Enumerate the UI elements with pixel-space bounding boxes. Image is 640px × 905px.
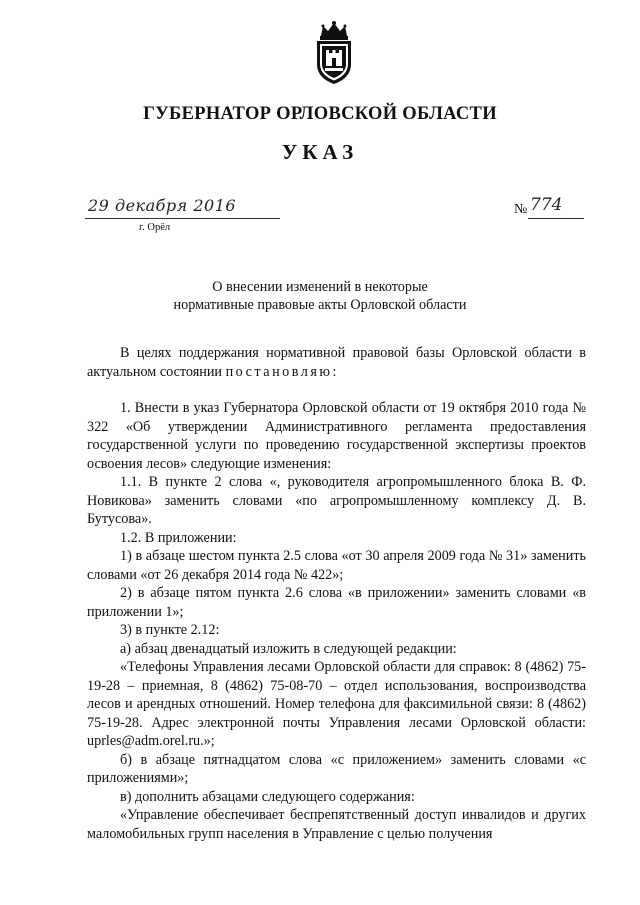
organization-title: ГУБЕРНАТОР ОРЛОВСКОЙ ОБЛАСТИ (143, 104, 497, 124)
body-paragraph: 1.2. В приложении: (120, 529, 237, 546)
number-underline (528, 218, 584, 219)
body-paragraph: 2) в абзаце пятом пункта 2.6 слова «в приложении» заменить словами «в приложении 1»; (87, 585, 586, 620)
body-paragraph: 1.1. В пункте 2 слова «, руководителя агропромышленного блока В. Ф. Новикова» заменить словами «по агропромышленному комплексу Д. В. Бутусова». (87, 474, 586, 527)
document-subject (0, 278, 640, 314)
decree-word: постановляю: (225, 363, 339, 380)
subject-line-2: нормативные правовые акты Орловской области (173, 297, 467, 313)
handwritten-date: 29 декабря 2016 (88, 196, 237, 215)
body-paragraph: «Телефоны Управления лесами Орловской области для справок: 8 (4862) 75-19-28 – приемная, 8 (4862) 75-08-70 – отдел использования, воспроизводства лесов и арендных отношений. Номер телефона для факсимильной связи: 8 (4862) 75-19-28. Адрес электронной почты Управления лесами Орловской области: uprles@adm.orel.ru.»; (87, 659, 586, 749)
body-paragraph: а) абзац двенадцатый изложить в следующей редакции: (120, 640, 457, 657)
body-paragraph: б) в абзаце пятнадцатом слова «с приложением» заменить словами «с приложениями»; (87, 751, 586, 786)
body-paragraph: в) дополнить абзацами следующего содержания: (120, 788, 415, 805)
preamble-paragraph (87, 344, 586, 381)
number-label: № (514, 202, 528, 217)
body-paragraph: 3) в пункте 2.12: (120, 622, 220, 638)
city-label: г. Орёл (139, 222, 171, 233)
coat-of-arms-icon (309, 20, 359, 86)
date-underline (85, 218, 280, 219)
document-body (87, 344, 586, 843)
body-paragraph: 1. Внести в указ Губернатора Орловской области от 19 октября 2010 года № 322 «Об утверждении Административного регламента предоставления государственной услуги по проведению государственной экспертизы проектов освоения лесов» следующие изменения: (87, 400, 586, 472)
handwritten-number: 774 (530, 195, 563, 215)
body-paragraph: 1) в абзаце шестом пункта 2.5 слова «от 30 апреля 2009 года № 31» заменить словами «от 26 декабря 2014 года № 422»; (87, 548, 586, 583)
preamble-text: В целях поддержания нормативной правовой базы Орловской области в актуальном состоянии (87, 345, 586, 380)
body-paragraph: «Управление обеспечивает беспрепятственный доступ инвалидов и других маломобильных групп населения в Управление с целью получения (87, 807, 586, 842)
document-type: УКАЗ (281, 140, 359, 164)
subject-line-1: О внесении изменений в некоторые (212, 279, 428, 295)
